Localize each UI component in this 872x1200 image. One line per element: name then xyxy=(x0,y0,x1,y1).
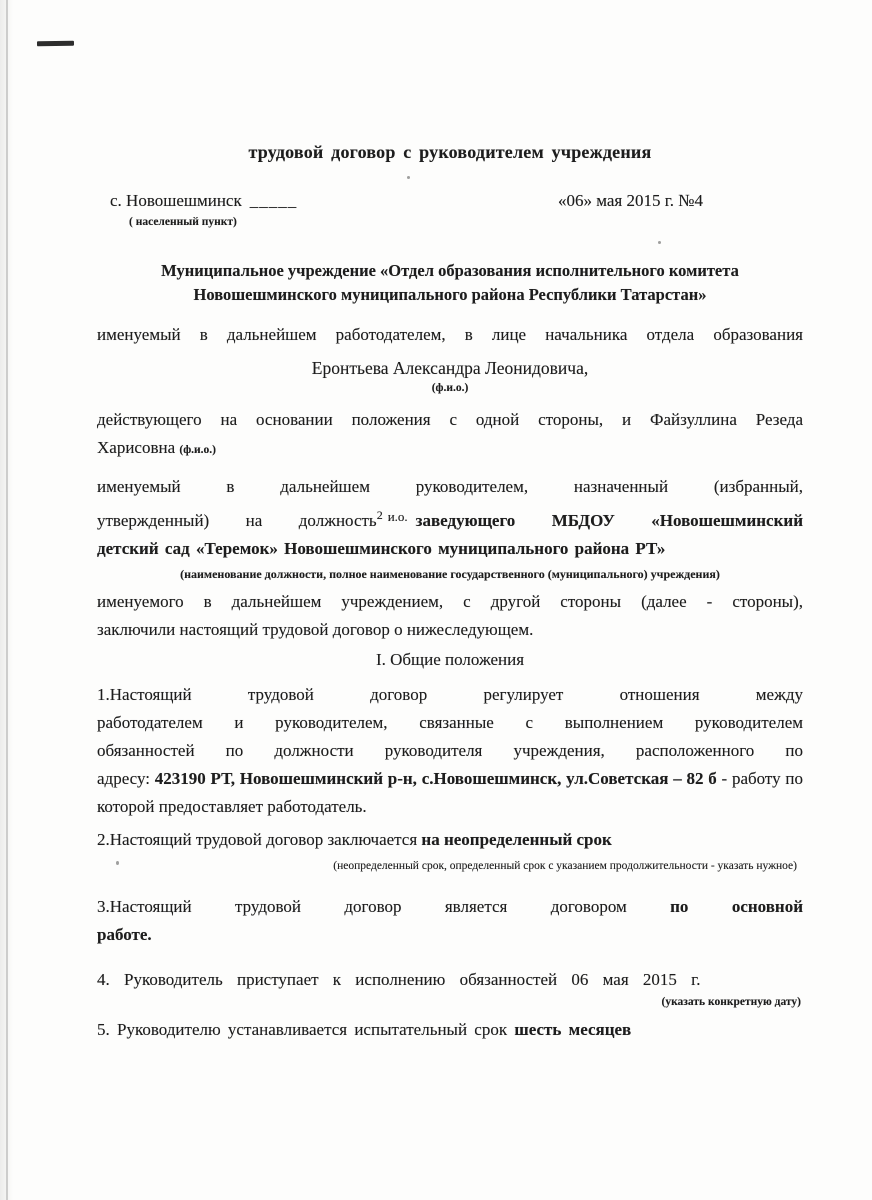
manager-name: Харисовна xyxy=(97,438,176,457)
fio-caption-inline: (ф.и.о.) xyxy=(179,444,217,456)
clause-1-line3: обязанностей по должности руководителя учреждения, расположенного по xyxy=(97,741,803,760)
manager-party-line1: действующего на основании положения с одной стороны, и Файзуллина Резеда xyxy=(97,410,803,429)
settlement-caption: ( населенный пункт) xyxy=(129,216,237,228)
corner-dash-mark xyxy=(37,41,74,47)
employer-org-line2: Новошешминского муниципального района Республики Татарстан» xyxy=(193,285,707,304)
closing-line1: именуемого в дальнейшем учреждением, с другой стороны (далее - стороны), xyxy=(97,592,803,611)
clause-1-line2: работодателем и руководителем, связанные с выполнением руководителем xyxy=(97,713,803,732)
clause-1-line1: 1.Настоящий трудовой договор регулирует отношения между xyxy=(97,685,803,704)
scan-edge-line xyxy=(6,0,8,1200)
clause-2 xyxy=(97,826,803,874)
acting-abbreviation: и.о. xyxy=(387,509,408,524)
parties-closing-paragraph xyxy=(97,588,803,644)
appointment-line1: именуемый в дальнейшем руководителем, назначенный (избранный, xyxy=(97,477,803,496)
clause-1-line5: которой предоставляет работодатель. xyxy=(97,797,367,816)
settlement-line xyxy=(110,189,297,213)
clause-3-line2: работе. xyxy=(97,925,152,944)
employer-org-line1: Муниципальное учреждение «Отдел образования исполнительного комитета xyxy=(161,261,739,280)
clause-3 xyxy=(97,893,803,949)
appointment-paragraph xyxy=(97,473,803,563)
clause-2-term-bold: на неопределенный срок xyxy=(421,830,612,849)
clause-2-caption: (неопределенный срок, определенный срок с указанием продолжительности - указать нужное) xyxy=(333,860,797,872)
document-content xyxy=(97,0,803,1044)
date-and-number: «06» мая 2015 г. №4 xyxy=(557,191,703,210)
appointment-line2 xyxy=(97,501,803,535)
place-date-row xyxy=(97,189,803,213)
section-1-heading: I. Общие положения xyxy=(375,650,525,669)
clause-5-term-bold: шесть месяцев xyxy=(514,1020,632,1039)
manager-party-paragraph xyxy=(97,406,803,464)
document-title: трудовой договор с руководителем учреждения xyxy=(248,142,652,162)
clause-3-text: 3.Настоящий трудовой договор является договором xyxy=(97,897,671,916)
clause-4 xyxy=(97,966,803,994)
clause-1-address-bold: 423190 РТ, Новошешминский р-н, с.Новошешминск, ул.Советская – 82 б xyxy=(154,769,717,788)
clause-1 xyxy=(97,681,803,821)
fio-caption: (ф.и.о.) xyxy=(431,382,469,394)
clause-3-bold-part1: по основной xyxy=(670,897,804,916)
employer-intro: именуемый в дальнейшем работодателем, в лице начальника отдела образования xyxy=(97,325,803,344)
clause-4-text: 4. Руководитель приступает к исполнению обязанностей 06 мая 2015 г. xyxy=(97,970,701,989)
position-caption: (наименование должности, полное наименование государственного (муниципального) учреждения) xyxy=(180,567,720,581)
clause-1-line4-tail: - работу по xyxy=(716,769,804,788)
clause-5-text: 5. Руководителю устанавливается испытательный срок xyxy=(97,1020,515,1039)
appointment-line3: детский сад «Теремок» Новошешминского муниципального района РТ» xyxy=(97,539,666,558)
manager-party-line2 xyxy=(97,434,803,464)
clause-1-address-label: адресу: xyxy=(97,769,155,788)
footnote-superscript: 2 xyxy=(376,508,383,522)
clause-4-caption: (указать конкретную дату) xyxy=(661,996,801,1008)
closing-line2: заключили настоящий трудовой договор о нижеследующем. xyxy=(97,620,534,639)
clause-2-text: 2.Настоящий трудовой договор заключается xyxy=(97,830,422,849)
position-name-bold: заведующего МБДОУ «Новошешминский xyxy=(415,511,803,530)
blank-underline: _____ xyxy=(249,191,298,210)
clause-3-line1 xyxy=(97,893,803,921)
clause-2-line xyxy=(97,826,803,854)
settlement-name: с. Новошешминск xyxy=(110,191,242,210)
clause-5 xyxy=(97,1016,803,1044)
employer-organization-name xyxy=(97,259,803,307)
appointment-line2-text: утвержденный) на должность xyxy=(97,511,377,530)
clause-1-line4 xyxy=(97,765,803,793)
employer-head-name: Еронтьева Александра Леонидовича, xyxy=(311,358,589,378)
